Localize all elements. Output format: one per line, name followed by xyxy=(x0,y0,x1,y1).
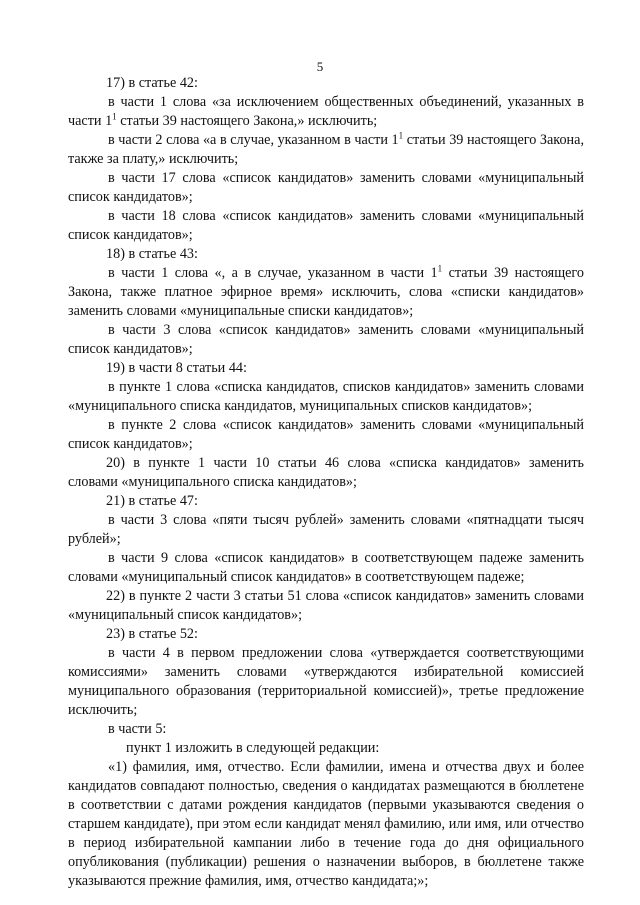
text-segment: в части 2 слова «а в случае, указанном в части 1 xyxy=(108,132,399,148)
document-body xyxy=(68,74,584,891)
paragraph-item-19: 19) в части 8 статьи 44: xyxy=(106,360,247,376)
page-number: 5 xyxy=(316,59,324,74)
paragraph xyxy=(68,93,584,131)
paragraph: в части 5: xyxy=(108,721,167,737)
paragraph-item-22: 22) в пункте 2 части 3 статьи 51 слова «список кандидатов» заменить словами «муниципальный список кандидатов»; xyxy=(68,588,584,623)
text-segment: статьи 39 настоящего Закона,» исключить; xyxy=(116,113,378,129)
paragraph: в пункте 1 слова «списка кандидатов, списков кандидатов» заменить словами «муниципального списка кандидатов, муниципальных списков кандидатов»; xyxy=(68,379,584,414)
paragraph: в части 3 слова «список кандидатов» заменить словами «муниципальный список кандидатов»; xyxy=(68,322,584,357)
text-segment: в части 1 слова «, а в случае, указанном в части 1 xyxy=(108,265,438,281)
paragraph-item-18: 18) в статье 43: xyxy=(106,246,198,262)
text-segment: статьи 39 настоящего Закона, также платное эфирное время» исключить, слова «списки кандидатов» заменить словами «муниципальные списки кандидатов»; xyxy=(68,265,584,319)
paragraph: в пункте 2 слова «список кандидатов» заменить словами «муниципальный список кандидатов»; xyxy=(68,417,584,452)
text-segment: в части 1 слова «за исключением общественных объединений, указанных в части 1 xyxy=(68,94,584,129)
paragraph-quote: «1) фамилия, имя, отчество. Если фамилии, имена и отчества двух и более кандидатов совпадают полностью, сведения о кандидатах размещаются в бюллетене в соответствии с датами рождения кандидатов (первыми указываются сведения о старшем кандидате), при этом если кандидат менял фамилию, или имя, или отчество в период избирательной кампании либо в течение года до дня официального опубликования (публикации) решения о назначении выборов, в бюллетене также указываются прежние фамилия, имя, отчество кандидата;»; xyxy=(68,759,584,889)
paragraph: пункт 1 изложить в следующей редакции: xyxy=(126,740,380,756)
paragraph xyxy=(68,131,584,169)
paragraph: в части 17 слова «список кандидатов» заменить словами «муниципальный список кандидатов»; xyxy=(68,170,584,205)
paragraph: в части 9 слова «список кандидатов» в соответствующем падеже заменить словами «муниципальный список кандидатов» в соответствующем падеже; xyxy=(68,550,584,585)
superscript: 1 xyxy=(112,111,117,122)
paragraph: в части 3 слова «пяти тысяч рублей» заменить словами «пятнадцати тысяч рублей»; xyxy=(68,512,584,547)
paragraph-item-21: 21) в статье 47: xyxy=(106,493,198,509)
paragraph-item-23: 23) в статье 52: xyxy=(106,626,198,642)
superscript: 1 xyxy=(398,130,404,141)
paragraph: в части 4 в первом предложении слова «утверждается соответствующими комиссиями» заменить словами «утверждаются избирательной комиссией муниципального образования (территориальной комиссией)», третье предложение исключить; xyxy=(68,645,584,718)
paragraph-item-17: 17) в статье 42: xyxy=(106,75,198,91)
text-segment: статьи 39 настоящего Закона, также за плату,» исключить; xyxy=(68,132,584,167)
paragraph: в части 18 слова «список кандидатов» заменить словами «муниципальный список кандидатов»; xyxy=(68,208,584,243)
paragraph xyxy=(68,264,584,321)
paragraph-item-20: 20) в пункте 1 части 10 статьи 46 слова «списка кандидатов» заменить словами «муниципального списка кандидатов»; xyxy=(68,455,584,490)
superscript: 1 xyxy=(437,263,443,274)
